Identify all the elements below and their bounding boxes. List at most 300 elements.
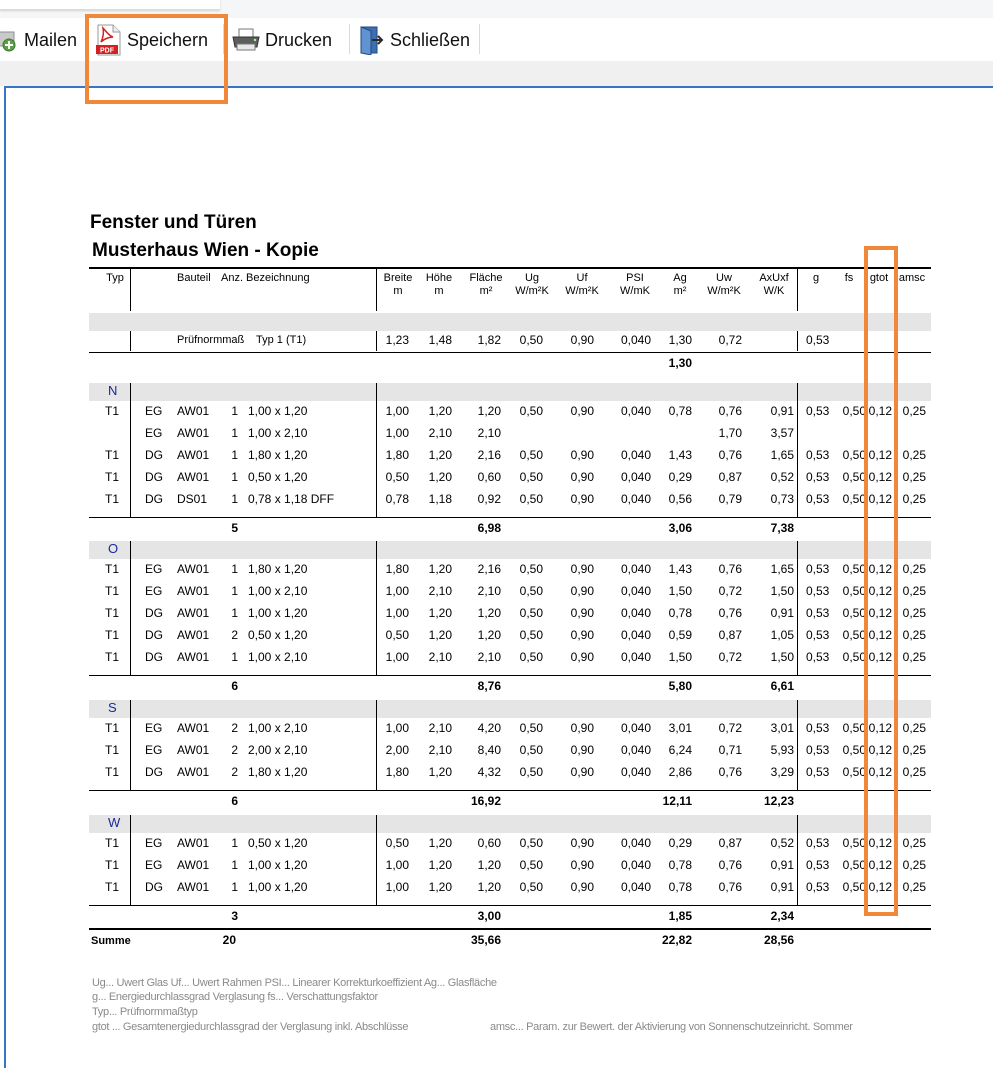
- row-h: 2,10: [428, 721, 452, 735]
- row-gtot: 0,12: [868, 562, 892, 576]
- row-gtot: 0,12: [868, 765, 892, 779]
- row-h: 1,20: [428, 606, 452, 620]
- row-anz: 1: [231, 858, 238, 872]
- row-bezeichnung: 0,78 x 1,18 DFF: [248, 492, 335, 506]
- row-anz: 1: [231, 650, 238, 664]
- row-psi: 0,040: [620, 858, 651, 872]
- row-ag: 1,50: [668, 650, 692, 664]
- exit-door-icon: [358, 25, 384, 55]
- row-ag: 3,01: [668, 721, 692, 735]
- row-gtot: 0,12: [868, 404, 892, 418]
- row-floor: EG: [145, 858, 163, 872]
- row-fla: 4,32: [477, 765, 501, 779]
- row-bezeichnung: 1,00 x 1,20: [248, 404, 308, 418]
- pruef-label: Prüfnormmaß: [177, 334, 245, 346]
- row-ug: 0,50: [519, 721, 543, 735]
- row-axuxf: 3,01: [770, 721, 794, 735]
- col-header-amsc: amsc: [898, 272, 926, 284]
- pruef-g: 0,53: [806, 333, 830, 347]
- row-ug: 0,50: [519, 765, 543, 779]
- row-ag: 1,43: [668, 562, 692, 576]
- row-bauteil: AW01: [177, 448, 210, 462]
- row-bauteil: AW01: [177, 470, 210, 484]
- section-band: [89, 700, 931, 718]
- row-uf: 0,90: [570, 470, 594, 484]
- row-uf: 0,90: [570, 562, 594, 576]
- section-sum-ag: 5,80: [668, 679, 692, 693]
- pruef-psi: 0,040: [620, 333, 651, 347]
- row-typ: T1: [105, 562, 120, 576]
- row-uw: 0,87: [718, 470, 742, 484]
- total-ag: 22,82: [661, 933, 692, 947]
- pruef-breite: 1,23: [385, 333, 409, 347]
- row-b: 1,00: [385, 404, 409, 418]
- mail-button[interactable]: [0, 22, 77, 58]
- row-fs: 0,50: [842, 606, 866, 620]
- row-fla: 2,10: [477, 426, 501, 440]
- row-uw: 0,71: [718, 743, 742, 757]
- row-fs: 0,50: [842, 448, 866, 462]
- row-anz: 1: [231, 492, 238, 506]
- row-ug: 0,50: [519, 404, 543, 418]
- section-band: [89, 815, 931, 833]
- col-header-gtot: gtot: [869, 272, 889, 284]
- row-uw: 0,76: [718, 858, 742, 872]
- row-bauteil: AW01: [177, 584, 210, 598]
- row-g: 0,53: [806, 606, 830, 620]
- row-fs: 0,50: [842, 404, 866, 418]
- row-h: 2,10: [428, 650, 452, 664]
- column-divider: [130, 815, 131, 905]
- row-bauteil: AW01: [177, 743, 210, 757]
- row-fla: 0,60: [477, 836, 501, 850]
- row-typ: T1: [105, 448, 120, 462]
- row-psi: 0,040: [620, 765, 651, 779]
- row-gtot: 0,12: [868, 492, 892, 506]
- row-ug: 0,50: [519, 880, 543, 894]
- total-anz: 20: [222, 933, 236, 947]
- row-fla: 2,10: [477, 584, 501, 598]
- row-floor: DG: [145, 650, 163, 664]
- row-gtot: 0,12: [868, 628, 892, 642]
- row-amsc: 0,25: [902, 721, 926, 735]
- row-ag: 0,78: [668, 404, 692, 418]
- row-fla: 1,20: [477, 628, 501, 642]
- row-bezeichnung: 0,50 x 1,20: [248, 836, 308, 850]
- column-divider: [797, 269, 798, 311]
- row-gtot: 0,12: [868, 836, 892, 850]
- row-floor: EG: [145, 562, 163, 576]
- column-divider: [797, 815, 798, 905]
- row-axuxf: 1,50: [770, 650, 794, 664]
- row-bezeichnung: 1,00 x 2,10: [248, 584, 308, 598]
- row-uf: 0,90: [570, 650, 594, 664]
- row-bezeichnung: 1,80 x 1,20: [248, 562, 308, 576]
- row-ag: 1,43: [668, 448, 692, 462]
- pruef-ug: 0,50: [519, 333, 543, 347]
- col-header-hoehe: Höhe: [425, 272, 453, 284]
- section-sum-axuxf: 7,38: [770, 521, 794, 535]
- row-axuxf: 0,73: [770, 492, 794, 506]
- row-fla: 1,20: [477, 880, 501, 894]
- svg-text:PDF: PDF: [100, 47, 114, 55]
- report-subtitle: Musterhaus Wien - Kopie: [92, 240, 319, 261]
- section-sum-ag: 3,06: [668, 521, 692, 535]
- pruef-hoehe: 1,48: [428, 333, 452, 347]
- row-uf: 0,90: [570, 448, 594, 462]
- total-rule: [89, 928, 931, 930]
- footnote-line-3: Typ... Prüfnormmaßtyp: [92, 1006, 198, 1018]
- row-b: 0,50: [385, 470, 409, 484]
- row-uf: 0,90: [570, 836, 594, 850]
- row-uw: 1,70: [718, 426, 742, 440]
- row-psi: 0,040: [620, 404, 651, 418]
- row-fs: 0,50: [842, 858, 866, 872]
- row-fla: 0,92: [477, 492, 501, 506]
- section-sum-ag: 1,85: [668, 909, 692, 923]
- row-b: 2,00: [385, 743, 409, 757]
- row-g: 0,53: [806, 470, 830, 484]
- save-label: Speichern: [127, 29, 209, 50]
- row-fla: 8,40: [477, 743, 501, 757]
- row-anz: 1: [231, 404, 238, 418]
- row-bauteil: AW01: [177, 765, 210, 779]
- section-sum-ag: 12,11: [662, 794, 692, 808]
- column-divider: [797, 383, 798, 517]
- row-b: 1,80: [385, 448, 409, 462]
- col-header-bezeichnung: Bezeichnung: [246, 272, 310, 284]
- row-bezeichnung: 2,00 x 2,10: [248, 743, 308, 757]
- row-bauteil: AW01: [177, 650, 210, 664]
- column-divider: [797, 541, 798, 675]
- row-uf: 0,90: [570, 628, 594, 642]
- footnote-line-4: gtot ... Gesamtenergiedurchlassgrad der Verglasung inkl. Abschlüsse: [92, 1021, 409, 1033]
- row-floor: DG: [145, 628, 163, 642]
- row-bezeichnung: 1,00 x 1,20: [248, 880, 308, 894]
- col-header-ag: Ag: [673, 272, 687, 284]
- row-fs: 0,50: [842, 584, 866, 598]
- row-gtot: 0,12: [868, 606, 892, 620]
- row-anz: 1: [231, 606, 238, 620]
- row-bauteil: DS01: [177, 492, 208, 506]
- row-floor: EG: [145, 721, 163, 735]
- row-ag: 0,29: [668, 470, 692, 484]
- row-anz: 2: [231, 765, 238, 779]
- row-floor: EG: [145, 426, 163, 440]
- row-g: 0,53: [806, 858, 830, 872]
- row-fs: 0,50: [842, 880, 866, 894]
- column-divider: [130, 383, 131, 517]
- section-sum-anz: 6: [231, 679, 238, 693]
- row-typ: T1: [105, 721, 120, 735]
- row-floor: DG: [145, 470, 163, 484]
- row-h: 1,20: [428, 858, 452, 872]
- row-b: 1,00: [385, 880, 409, 894]
- col-header-anz: Anz.: [221, 272, 244, 284]
- row-h: 1,20: [428, 562, 452, 576]
- row-anz: 1: [231, 470, 238, 484]
- row-fs: 0,50: [842, 562, 866, 576]
- row-gtot: 0,12: [868, 470, 892, 484]
- row-g: 0,53: [806, 880, 830, 894]
- section-sum-flaeche: 3,00: [477, 909, 501, 923]
- row-bezeichnung: 1,00 x 2,10: [248, 721, 308, 735]
- row-bezeichnung: 1,80 x 1,20: [248, 448, 308, 462]
- row-typ: T1: [105, 836, 120, 850]
- row-anz: 1: [231, 448, 238, 462]
- speichern-highlight: [85, 14, 228, 104]
- row-floor: DG: [145, 492, 163, 506]
- row-ag: 0,56: [668, 492, 692, 506]
- row-uf: 0,90: [570, 584, 594, 598]
- row-b: 1,00: [385, 584, 409, 598]
- row-uw: 0,76: [718, 448, 742, 462]
- table-top-rule: [89, 267, 931, 269]
- row-floor: DG: [145, 765, 163, 779]
- row-ug: 0,50: [519, 743, 543, 757]
- row-b: 1,00: [385, 858, 409, 872]
- mail-icon: [0, 28, 22, 52]
- row-psi: 0,040: [620, 650, 651, 664]
- row-gtot: 0,12: [868, 743, 892, 757]
- row-ag: 0,78: [668, 606, 692, 620]
- row-psi: 0,040: [620, 470, 651, 484]
- row-b: 0,78: [385, 492, 409, 506]
- row-bezeichnung: 1,80 x 1,20: [248, 765, 308, 779]
- row-bauteil: AW01: [177, 426, 210, 440]
- row-axuxf: 5,93: [770, 743, 794, 757]
- column-divider: [376, 269, 377, 311]
- row-typ: T1: [105, 606, 120, 620]
- row-g: 0,53: [806, 743, 830, 757]
- row-b: 1,80: [385, 562, 409, 576]
- row-anz: 2: [231, 628, 238, 642]
- row-uw: 0,79: [718, 492, 742, 506]
- row-gtot: 0,12: [868, 584, 892, 598]
- row-amsc: 0,25: [902, 836, 926, 850]
- row-b: 1,00: [385, 606, 409, 620]
- row-ag: 1,50: [668, 584, 692, 598]
- row-axuxf: 0,52: [770, 836, 794, 850]
- close-button[interactable]: [358, 22, 470, 58]
- row-typ: T1: [105, 470, 120, 484]
- pruef-bez: Typ 1 (T1): [256, 334, 307, 346]
- direction-label: W: [108, 815, 121, 830]
- row-fla: 4,20: [477, 721, 501, 735]
- footnote-line-2: g... Energiedurchlassgrad Verglasung fs... Verschattungsfaktor: [92, 991, 378, 1003]
- row-psi: 0,040: [620, 628, 651, 642]
- row-uf: 0,90: [570, 721, 594, 735]
- row-h: 1,20: [428, 404, 452, 418]
- row-floor: EG: [145, 584, 163, 598]
- row-axuxf: 3,29: [770, 765, 794, 779]
- row-gtot: 0,12: [868, 858, 892, 872]
- row-uf: 0,90: [570, 765, 594, 779]
- row-ag: 0,78: [668, 880, 692, 894]
- row-uf: 0,90: [570, 880, 594, 894]
- col-header-uw-unit: W/m²K: [707, 285, 741, 297]
- row-b: 0,50: [385, 628, 409, 642]
- row-axuxf: 0,91: [770, 858, 794, 872]
- row-amsc: 0,25: [902, 470, 926, 484]
- col-header-g: g: [812, 272, 820, 284]
- row-anz: 2: [231, 743, 238, 757]
- row-floor: EG: [145, 743, 163, 757]
- section-sum-anz: 5: [231, 521, 238, 535]
- row-h: 2,10: [428, 426, 452, 440]
- section-sum-rule: [89, 517, 931, 518]
- top-tab: [0, 0, 220, 10]
- row-uf: 0,90: [570, 492, 594, 506]
- row-g: 0,53: [806, 765, 830, 779]
- row-amsc: 0,25: [902, 492, 926, 506]
- row-psi: 0,040: [620, 836, 651, 850]
- print-button[interactable]: [231, 22, 332, 58]
- row-g: 0,53: [806, 448, 830, 462]
- row-bauteil: AW01: [177, 562, 210, 576]
- row-psi: 0,040: [620, 584, 651, 598]
- row-g: 0,53: [806, 650, 830, 664]
- pruef-uw: 0,72: [718, 333, 742, 347]
- row-anz: 1: [231, 836, 238, 850]
- row-g: 0,53: [806, 492, 830, 506]
- row-h: 1,18: [428, 492, 452, 506]
- printer-icon: [231, 27, 261, 53]
- section-band: [89, 541, 931, 559]
- row-amsc: 0,25: [902, 880, 926, 894]
- col-header-flaeche-unit: m²: [479, 285, 493, 297]
- section-sum-flaeche: 6,98: [477, 521, 501, 535]
- pruef-flaeche: 1,82: [477, 333, 501, 347]
- row-fs: 0,50: [842, 721, 866, 735]
- row-fla: 1,20: [477, 404, 501, 418]
- row-axuxf: 0,91: [770, 880, 794, 894]
- row-gtot: 0,12: [868, 650, 892, 664]
- row-floor: DG: [145, 880, 163, 894]
- row-typ: T1: [105, 858, 120, 872]
- row-axuxf: 3,57: [770, 426, 794, 440]
- row-psi: 0,040: [620, 448, 651, 462]
- row-anz: 1: [231, 584, 238, 598]
- row-h: 1,20: [428, 765, 452, 779]
- row-psi: 0,040: [620, 562, 651, 576]
- section-sum-axuxf: 6,61: [770, 679, 794, 693]
- section-sum-axuxf: 2,34: [770, 909, 794, 923]
- report-title: Fenster und Türen: [90, 212, 257, 233]
- row-amsc: 0,25: [902, 606, 926, 620]
- row-psi: 0,040: [620, 721, 651, 735]
- col-header-psi-unit: W/mK: [620, 285, 650, 297]
- row-bauteil: AW01: [177, 606, 210, 620]
- row-floor: DG: [145, 606, 163, 620]
- section-band-pruef: [89, 313, 931, 331]
- row-typ: T1: [105, 743, 120, 757]
- row-fla: 2,16: [477, 448, 501, 462]
- section-sum-rule: [89, 905, 931, 906]
- row-uf: 0,90: [570, 743, 594, 757]
- row-typ: T1: [105, 492, 120, 506]
- direction-label: N: [108, 383, 118, 398]
- row-axuxf: 1,65: [770, 562, 794, 576]
- column-divider: [130, 700, 131, 790]
- row-bauteil: AW01: [177, 858, 210, 872]
- row-uw: 0,76: [718, 880, 742, 894]
- row-ug: 0,50: [519, 628, 543, 642]
- row-amsc: 0,25: [902, 448, 926, 462]
- row-ag: 0,78: [668, 858, 692, 872]
- row-fs: 0,50: [842, 743, 866, 757]
- col-header-axuxf-unit: W/K: [763, 285, 785, 297]
- row-uw: 0,76: [718, 562, 742, 576]
- col-header-typ: Typ: [106, 272, 124, 284]
- row-b: 1,80: [385, 765, 409, 779]
- row-b: 1,00: [385, 426, 409, 440]
- row-ug: 0,50: [519, 858, 543, 872]
- row-fs: 0,50: [842, 470, 866, 484]
- row-uf: 0,90: [570, 858, 594, 872]
- print-label: Drucken: [265, 29, 333, 50]
- row-bezeichnung: 1,00 x 2,10: [248, 650, 308, 664]
- column-divider: [130, 269, 131, 311]
- row-uf: 0,90: [570, 606, 594, 620]
- col-header-breite-unit: m: [393, 285, 403, 297]
- col-header-hoehe-unit: m: [434, 285, 444, 297]
- row-g: 0,53: [806, 404, 830, 418]
- row-fs: 0,50: [842, 765, 866, 779]
- column-divider: [130, 541, 131, 675]
- row-uw: 0,76: [718, 765, 742, 779]
- pruef-sum-ag: 1,30: [668, 356, 692, 370]
- row-amsc: 0,25: [902, 404, 926, 418]
- row-typ: T1: [105, 628, 120, 642]
- mail-label: Mailen: [24, 29, 78, 50]
- row-rule: [89, 352, 931, 353]
- row-axuxf: 0,91: [770, 404, 794, 418]
- row-ug: 0,50: [519, 836, 543, 850]
- col-header-psi: PSI: [626, 272, 644, 284]
- row-anz: 1: [231, 880, 238, 894]
- row-g: 0,53: [806, 836, 830, 850]
- row-typ: T1: [105, 650, 120, 664]
- row-h: 1,20: [428, 836, 452, 850]
- col-header-bauteil: Bauteil: [177, 272, 211, 284]
- row-uf: 0,90: [570, 404, 594, 418]
- total-label: Summe: [91, 935, 131, 947]
- row-fs: 0,50: [842, 492, 866, 506]
- row-ug: 0,50: [519, 492, 543, 506]
- col-header-ug: Ug: [524, 272, 540, 284]
- row-ag: 0,29: [668, 836, 692, 850]
- row-amsc: 0,25: [902, 562, 926, 576]
- col-header-fs: fs: [844, 272, 854, 284]
- section-sum-rule: [89, 675, 931, 676]
- row-uw: 0,72: [718, 650, 742, 664]
- row-ug: 0,50: [519, 650, 543, 664]
- row-ag: 2,86: [668, 765, 692, 779]
- row-amsc: 0,25: [902, 858, 926, 872]
- row-ug: 0,50: [519, 606, 543, 620]
- row-g: 0,53: [806, 584, 830, 598]
- row-uw: 0,87: [718, 836, 742, 850]
- row-amsc: 0,25: [902, 765, 926, 779]
- row-axuxf: 1,50: [770, 584, 794, 598]
- section-sum-anz: 6: [231, 794, 238, 808]
- row-ug: 0,50: [519, 584, 543, 598]
- row-bauteil: AW01: [177, 836, 210, 850]
- row-h: 2,10: [428, 584, 452, 598]
- row-fla: 2,16: [477, 562, 501, 576]
- row-gtot: 0,12: [868, 880, 892, 894]
